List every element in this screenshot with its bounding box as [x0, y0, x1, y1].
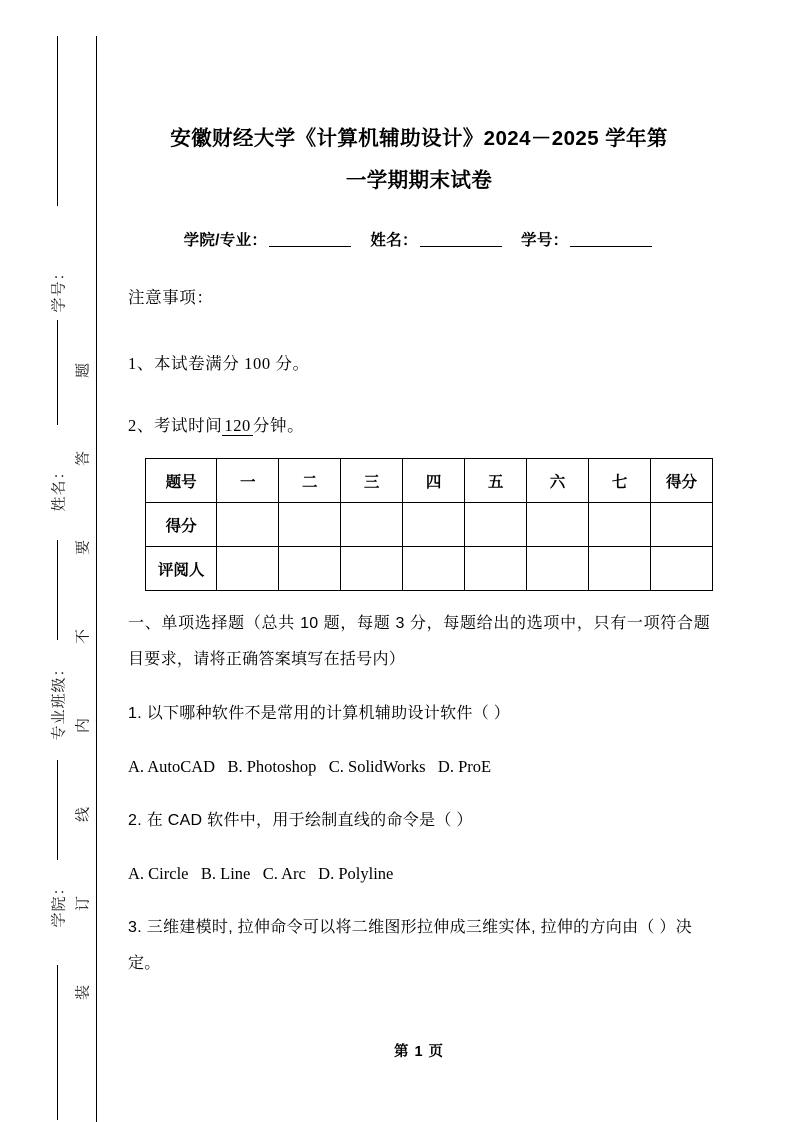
- question-1-stem: 1. 以下哪种软件不是常用的计算机辅助设计软件（ ）: [128, 705, 511, 722]
- binding-divider-line: [96, 36, 97, 1122]
- score-cell-1[interactable]: [217, 503, 279, 547]
- seal-char-8: 装: [75, 985, 92, 1001]
- note-item-2-prefix: 2、考试时间: [128, 416, 223, 435]
- margin-label-class: 专业班级：: [51, 660, 68, 741]
- grader-row-label: 评阅人: [146, 547, 217, 591]
- info-blank-rule-4: [57, 760, 58, 860]
- score-cell-3[interactable]: [341, 503, 403, 547]
- question-1-options[interactable]: A. AutoCAD B. Photoshop C. SolidWorks D. ProE: [128, 757, 492, 776]
- grader-cell-7[interactable]: [589, 547, 651, 591]
- exam-title-line-1: 安徽财经大学《计算机辅助设计》2024－2025 学年第: [170, 127, 668, 150]
- info-blank-rule-3: [57, 540, 58, 640]
- name-label: 姓名：: [370, 232, 418, 249]
- score-table-header-3: 三: [341, 459, 403, 503]
- student-id-label: 学号：: [521, 232, 569, 249]
- grader-cell-6[interactable]: [527, 547, 589, 591]
- score-table: [145, 458, 713, 591]
- info-blank-rule-2: [57, 320, 58, 425]
- score-table-header-0: 题号: [146, 459, 217, 503]
- seal-char-6: 线: [75, 807, 92, 823]
- note-item-1: 1、本试卷满分 100 分。: [128, 354, 310, 373]
- table-row-header: [146, 459, 713, 503]
- question-3-stem: 3. 三维建模时, 拉伸命令可以将二维图形拉伸成三维实体, 拉伸的方向由（ ）决定。: [128, 919, 693, 972]
- info-blank-rule-5: [57, 965, 58, 1120]
- seal-char-2: 答: [75, 451, 92, 467]
- seal-char-3: 要: [75, 540, 92, 556]
- question-2-stem: 2. 在 CAD 软件中，用于绘制直线的命令是（ ）: [128, 812, 473, 829]
- margin-label-college: 学院：: [51, 879, 68, 928]
- score-cell-2[interactable]: [279, 503, 341, 547]
- score-cell-4[interactable]: [403, 503, 465, 547]
- college-major-label: 学院/专业：: [183, 232, 268, 249]
- note-item-2-suffix: 分钟。: [252, 416, 305, 435]
- seal-char-4: 不: [75, 629, 92, 645]
- score-table-header-6: 六: [527, 459, 589, 503]
- score-table-header-8: 得分: [650, 459, 712, 503]
- score-row-label: 得分: [146, 503, 217, 547]
- student-info-row: [128, 228, 710, 250]
- grader-cell-5[interactable]: [465, 547, 527, 591]
- page-title: [128, 118, 710, 202]
- score-cell-total[interactable]: [650, 503, 712, 547]
- grader-cell-1[interactable]: [217, 547, 279, 591]
- score-cell-6[interactable]: [527, 503, 589, 547]
- page-footer: 第 1 页: [393, 1044, 445, 1060]
- grader-cell-4[interactable]: [403, 547, 465, 591]
- exam-duration-value[interactable]: 120: [224, 416, 251, 435]
- score-table-header-7: 七: [589, 459, 651, 503]
- exam-page-body: [128, 0, 713, 1122]
- section-heading-1: 一、单项选择题（总共 10 题，每题 3 分，每题给出的选项中，只有一项符合题目要求，请将正确答案填写在括号内）: [128, 615, 710, 668]
- score-table-header-5: 五: [465, 459, 527, 503]
- name-blank[interactable]: [420, 246, 502, 247]
- table-row-grader: [146, 547, 713, 591]
- college-major-blank[interactable]: [269, 246, 351, 247]
- grader-cell-total[interactable]: [650, 547, 712, 591]
- score-cell-7[interactable]: [589, 503, 651, 547]
- seal-char-5: 内: [75, 718, 92, 734]
- grader-cell-3[interactable]: [341, 547, 403, 591]
- score-table-header-1: 一: [217, 459, 279, 503]
- margin-label-student-id: 学号：: [51, 264, 68, 313]
- question-2-options[interactable]: A. Circle B. Line C. Arc D. Polyline: [128, 864, 394, 883]
- margin-label-name: 姓名：: [51, 463, 68, 512]
- seal-char-7: 订: [75, 896, 92, 912]
- grader-cell-2[interactable]: [279, 547, 341, 591]
- question-1: [128, 696, 710, 785]
- question-2: [128, 803, 710, 892]
- exam-title-line-2: 一学期期末试卷: [345, 169, 493, 192]
- seal-char-1: 题: [75, 363, 92, 379]
- question-3: [128, 910, 710, 982]
- score-cell-5[interactable]: [465, 503, 527, 547]
- binding-margin: [0, 0, 118, 1122]
- score-table-header-4: 四: [403, 459, 465, 503]
- note-item-2: [128, 412, 304, 436]
- notes-heading: 注意事项：: [128, 288, 214, 307]
- info-blank-rule-1: [57, 36, 58, 206]
- table-row-score: [146, 503, 713, 547]
- student-id-blank[interactable]: [570, 246, 652, 247]
- question-area: [128, 606, 710, 986]
- score-table-header-2: 二: [279, 459, 341, 503]
